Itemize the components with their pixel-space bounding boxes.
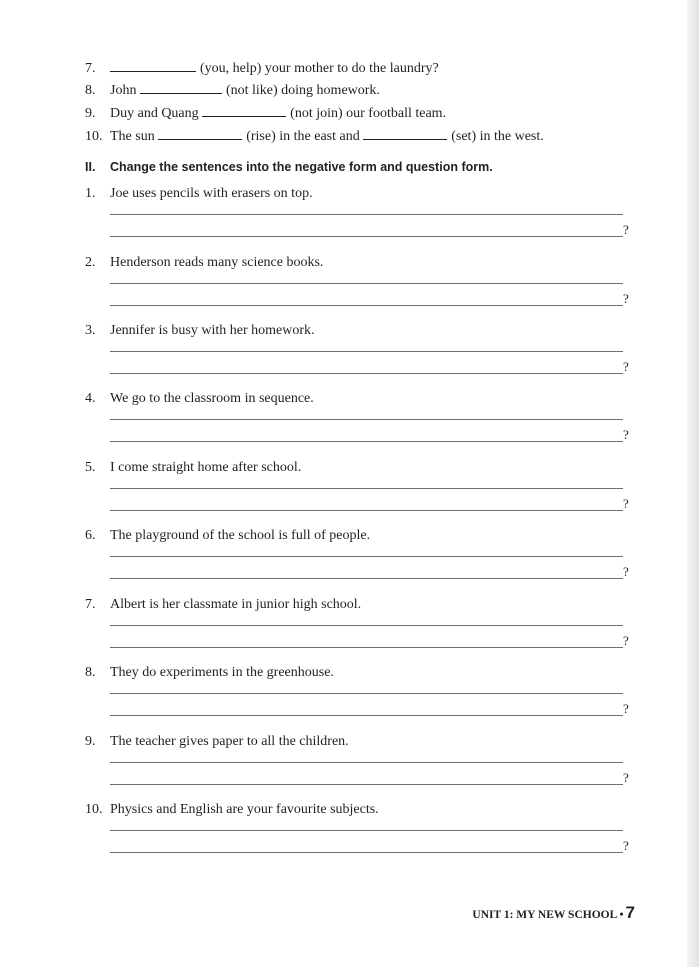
question-text: The teacher gives paper to all the children. [110,734,349,749]
negative-answer-line[interactable] [110,762,623,763]
question-mark: ? [623,701,629,716]
negative-answer-line[interactable] [110,214,623,215]
question-number: 4. [85,391,96,406]
question-number: 1. [85,186,96,201]
section-heading [85,158,493,176]
negative-answer-line[interactable] [110,556,623,557]
question-text: They do experiments in the greenhouse. [110,665,334,680]
section-title: Change the sentences into the negative form and question form. [110,160,493,174]
question-mark: ? [623,359,629,374]
answer-blank[interactable] [158,127,242,140]
item-number: 10. [85,129,103,144]
question-answer-line[interactable] [110,578,623,579]
fill-item-9 [85,104,446,123]
item-text: (you, help) your mother to do the laundry? [200,61,439,76]
item-number: 7. [85,61,96,76]
question-number: 3. [85,323,96,338]
question-text: We go to the classroom in sequence. [110,391,314,406]
question-text: Joe uses pencils with erasers on top. [110,186,313,201]
question-mark: ? [623,770,629,785]
negative-answer-line[interactable] [110,830,623,831]
question-text: Henderson reads many science books. [110,255,324,270]
item-number: 9. [85,106,96,121]
negative-answer-line[interactable] [110,419,623,420]
negative-answer-line[interactable] [110,351,623,352]
question-mark: ? [623,291,629,306]
question-answer-line[interactable] [110,236,623,237]
question-number: 9. [85,734,96,749]
answer-blank[interactable] [140,81,222,94]
section-number: II. [85,160,96,174]
answer-blank[interactable] [363,127,447,140]
question-answer-line[interactable] [110,784,623,785]
question-mark: ? [623,564,629,579]
question-number: 5. [85,460,96,475]
negative-answer-line[interactable] [110,283,623,284]
question-answer-line[interactable] [110,647,623,648]
question-text: I come straight home after school. [110,460,302,475]
question-answer-line[interactable] [110,305,623,306]
fill-item-7 [85,59,439,78]
negative-answer-line[interactable] [110,693,623,694]
question-mark: ? [623,838,629,853]
question-answer-line[interactable] [110,373,623,374]
question-answer-line[interactable] [110,510,623,511]
item-text: The sun [110,129,155,144]
question-number: 10. [85,802,103,817]
item-number: 8. [85,83,96,98]
negative-answer-line[interactable] [110,625,623,626]
unit-title: UNIT 1: MY NEW SCHOOL [472,909,617,921]
question-number: 2. [85,255,96,270]
fill-item-8 [85,81,380,100]
question-mark: ? [623,427,629,442]
question-answer-line[interactable] [110,852,623,853]
page-footer [472,903,635,925]
answer-blank[interactable] [202,104,286,117]
bullet-separator: • [619,909,624,921]
question-mark: ? [623,633,629,648]
negative-answer-line[interactable] [110,488,623,489]
question-mark: ? [623,496,629,511]
question-number: 8. [85,665,96,680]
item-text: (rise) in the east and [246,129,360,144]
item-text: John [110,83,137,98]
item-text: Duy and Quang [110,106,199,121]
fill-item-10 [85,127,544,146]
item-text: (not join) our football team. [290,106,447,121]
question-text: The playground of the school is full of people. [110,528,371,543]
question-text: Physics and English are your favourite subjects. [110,802,379,817]
question-number: 6. [85,528,96,543]
page-number: 7 [625,903,635,922]
question-text: Jennifer is busy with her homework. [110,323,315,338]
question-answer-line[interactable] [110,715,623,716]
question-number: 7. [85,597,96,612]
question-text: Albert is her classmate in junior high school. [110,597,362,612]
answer-blank[interactable] [110,59,196,72]
item-text: (not like) doing homework. [225,83,380,98]
question-mark: ? [623,222,629,237]
item-text: (set) in the west. [451,129,544,144]
question-answer-line[interactable] [110,441,623,442]
